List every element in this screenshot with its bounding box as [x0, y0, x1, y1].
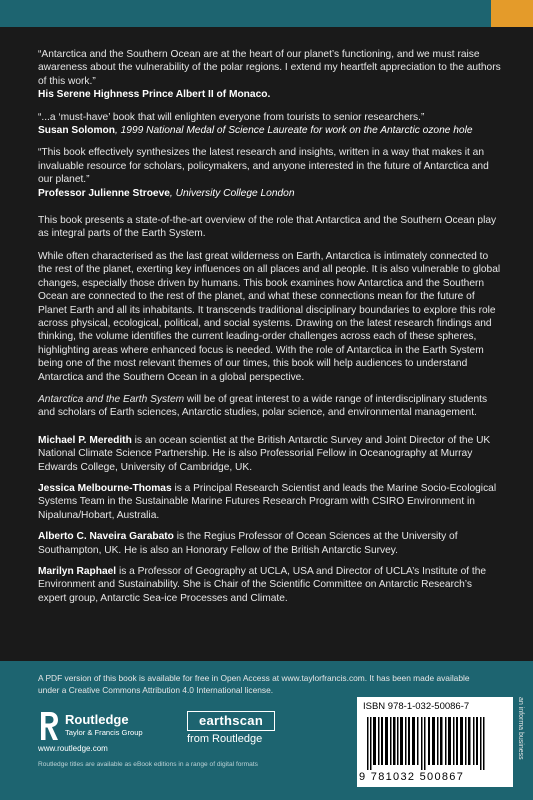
quote-2-affiliation: , 1999 National Medal of Science Laureate for work on the Antarctic ozone hole	[114, 125, 473, 137]
barcode-bars	[367, 717, 485, 770]
author-name-2: Jessica Melbourne-Thomas	[38, 482, 172, 494]
author-bio-4-text: is a Professor of Geography at UCLA, USA and Director of UCLA’s Institute of the Environment and Sustainability. She is Chair of the Scientific Committee on Antarctic Research’s expert group, Antarctic Sea-ice Processes and Climate.	[38, 566, 487, 604]
endorsement-quote-3	[38, 146, 503, 200]
quote-3-text: “This book effectively synthesizes the latest research and insights, written in a way that makes it an invaluable resource for scholars, policymakers, and anyone interested in the future of Antarctica and our planet.”	[38, 147, 489, 186]
description-paragraph-1: This book presents a state-of-the-art overview of the role that Antarctica and the Southern Ocean play as integral parts of the Earth System.	[38, 215, 497, 240]
endorsement-quote-2	[38, 111, 503, 138]
author-bio-3-text: is the Regius Professor of Ocean Sciences at the University of Southampton, UK. He is also an Honorary Fellow of the British Antarctic Survey.	[38, 531, 458, 556]
quote-2-text: “...a ‘must-have’ book that will enlighten everyone from tourists to senior researchers.”	[38, 111, 425, 123]
endorsement-quote-1	[38, 48, 503, 102]
earthscan-subtitle: from Routledge	[187, 733, 263, 745]
book-title-italic: Antarctica and the Earth System	[38, 393, 185, 405]
description-paragraph-3	[38, 393, 503, 420]
author-bio-2	[38, 482, 503, 522]
barcode-number: 9 781032 500867	[359, 771, 465, 783]
quote-1-attribution: His Serene Highness Prince Albert II of Monaco.	[38, 89, 271, 101]
author-bio-2-text: is a Principal Research Scientist and leads the Marine Socio-Ecological Systems Team in the Sustainable Marine Futures Research Program with CSIRO Environment in Nipaluna/Hobart, Australia.	[38, 482, 497, 521]
routledge-logo-icon	[38, 710, 60, 742]
top-color-band	[0, 0, 533, 27]
author-bio-1	[38, 434, 503, 474]
isbn-barcode	[357, 697, 513, 787]
author-name-1: Michael P. Meredith	[38, 434, 132, 446]
ebook-availability-note: Routledge titles are available as eBook editions in a range of digital formats	[38, 761, 258, 768]
description-paragraph-2: While often characterised as the last great wilderness on Earth, Antarctica is intimately connected to the rest of the planet, exerting key influences on all places and all people. It is also vulnerable to global changes, especially those driven by humans. This book examines how Antarctica and the Southern Ocean are connected to the rest of the planet, and what these connections mean for the future of Planet Earth and all its inhabitants. It transcends traditional disciplinary boundaries to explore this role across physical, ecological, political, and social systems. Drawing on the latest research findings and thinking, the volume identifies the current leading-order challenges across each of these spheres, highlighting areas where enhanced focus is needed. With the role of Antarctica in the Earth System being one of the most relevant themes of our times, this book will help audiences to understand Antarctica and the Southern Ocean in a global perspective.	[38, 250, 501, 383]
quote-3-attribution: Professor Julienne Stroeve	[38, 187, 170, 199]
informa-label: an informa business	[517, 697, 524, 760]
open-access-note: A PDF version of this book is available for free in Open Access at www.taylorfrancis.com. It has been made available under a Creative Commons Attribution 4.0 International license.	[38, 673, 470, 695]
author-name-4: Marilyn Raphael	[38, 566, 117, 577]
author-bio-4	[38, 565, 503, 605]
publisher-website: www.routledge.com	[38, 744, 108, 753]
publisher-group: Taylor & Francis Group	[65, 728, 143, 737]
earthscan-logo: earthscan	[187, 711, 275, 731]
isbn-label: ISBN 978-1-032-50086-7	[363, 701, 470, 712]
quote-3-affiliation: , University College London	[169, 187, 295, 199]
orange-accent-block	[491, 0, 533, 27]
quote-2-attribution: Susan Solomon	[38, 125, 115, 137]
author-name-3: Alberto C. Naveira Garabato	[38, 531, 174, 543]
publisher-name: Routledge	[65, 712, 129, 727]
author-bio-1-text: is an ocean scientist at the British Antarctic Survey and Joint Director of the UK National Climate Science Partnership. He is also Professorial Fellow in Oceanography at Murray Edwards College, University of Cambridge, UK.	[38, 434, 491, 473]
description-paragraph-3-text: will be of great interest to a wide range of interdisciplinary students and scholars of Earth sciences, Antarctic studies, polar science, and environmental management.	[38, 393, 488, 419]
informa-side-text	[514, 697, 526, 787]
back-cover-text	[38, 48, 503, 613]
quote-1-text: “Antarctica and the Southern Ocean are at the heart of our planet’s functioning, and we must raise awareness about the vulnerability of the polar regions. I extend my heartfelt appreciation to the authors of this work.”	[38, 49, 501, 87]
author-bio-3	[38, 530, 503, 557]
